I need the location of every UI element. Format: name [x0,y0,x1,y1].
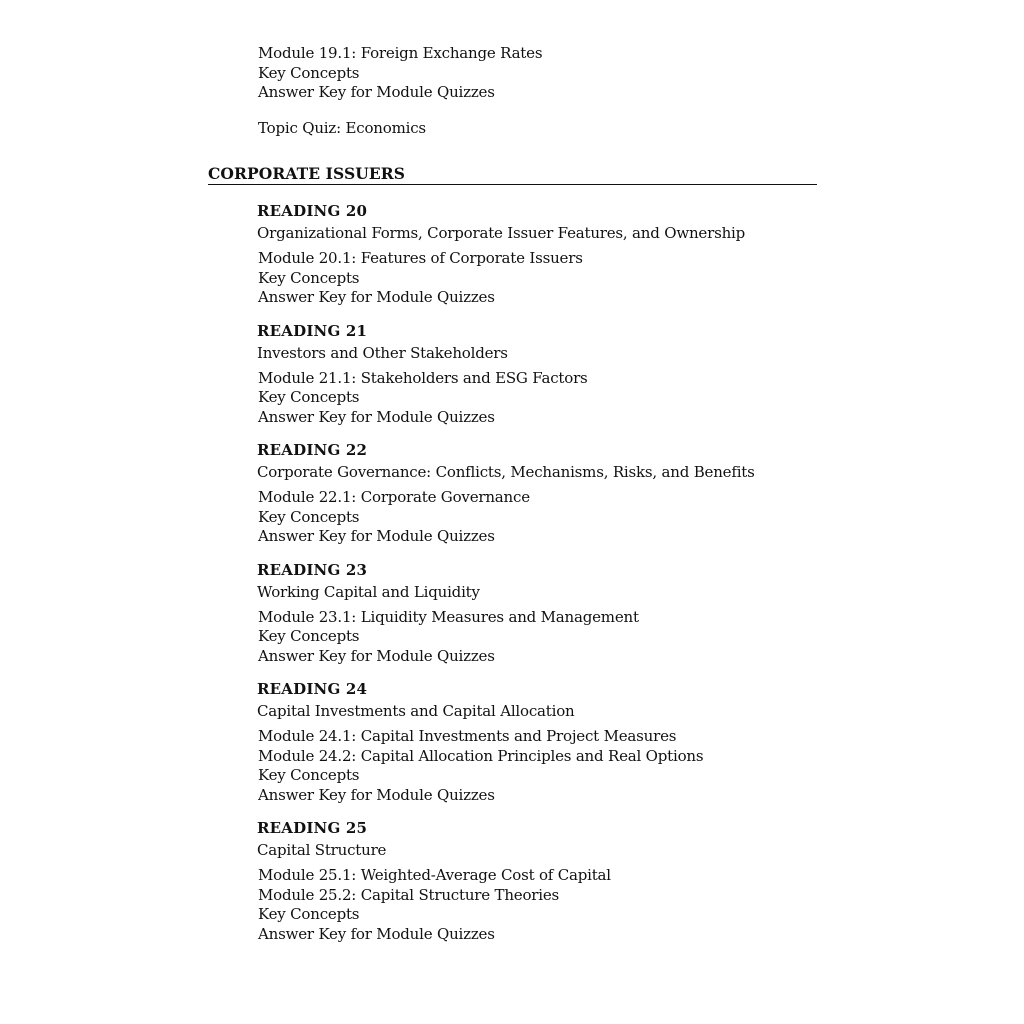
toc-entry-topic-quiz[interactable]: Topic Quiz: Economics [258,118,426,137]
reading-label[interactable]: READING 22 [257,441,368,459]
toc-entry-answer-key[interactable]: Answer Key for Module Quizzes [258,646,495,665]
toc-entry-answer-key[interactable]: Answer Key for Module Quizzes [258,924,495,943]
toc-entry-answer-key[interactable]: Answer Key for Module Quizzes [258,288,495,306]
toc-entry-module[interactable]: Module 23.1: Liquidity Measures and Management [258,607,639,626]
toc-entry-module[interactable]: Module 25.2: Capital Structure Theories [258,885,560,904]
reading-label[interactable]: READING 23 [257,560,368,579]
reading-label[interactable]: READING 20 [257,202,368,220]
toc-entry-module[interactable]: Module 19.1: Foreign Exchange Rates [258,44,543,62]
toc-entry-key-concepts[interactable]: Key Concepts [258,388,360,406]
reading-title[interactable]: Corporate Governance: Conflicts, Mechanisms, Risks, and Benefits [257,463,755,481]
reading-label[interactable]: READING 24 [257,680,368,698]
reading-entries [257,727,755,805]
toc-entry-key-concepts[interactable]: Key Concepts [258,905,360,923]
reading-entries [257,249,755,308]
toc-entry-key-concepts[interactable]: Key Concepts [258,268,360,287]
reading-label[interactable]: READING 25 [257,819,368,837]
reading-label[interactable]: READING 21 [257,321,368,340]
toc-entry-key-concepts[interactable]: Key Concepts [258,507,360,526]
reading-block [257,678,755,805]
reading-block [257,320,755,428]
reading-title[interactable]: Capital Structure [257,841,387,859]
reading-entries [257,866,755,944]
toc-entry-key-concepts[interactable]: Key Concepts [258,766,360,784]
toc-entry-answer-key[interactable]: Answer Key for Module Quizzes [258,83,495,101]
toc-entry-module[interactable]: Module 22.1: Corporate Governance [258,488,530,506]
reading-entries [257,369,755,428]
toc-entry-module[interactable]: Module 24.2: Capital Allocation Principles and Real Options [258,746,704,765]
toc-entry-module[interactable]: Module 25.1: Weighted-Average Cost of Capital [258,866,611,884]
toc-entry-key-concepts[interactable]: Key Concepts [258,627,360,645]
toc-entry-key-concepts[interactable]: Key Concepts [258,63,360,82]
reading-title[interactable]: Investors and Other Stakeholders [257,343,508,362]
toc-entry-answer-key[interactable]: Answer Key for Module Quizzes [258,785,495,804]
reading-title[interactable]: Organizational Forms, Corporate Issuer Features, and Ownership [257,224,746,242]
reading-block [257,439,755,547]
reading-title[interactable]: Capital Investments and Capital Allocation [257,702,575,720]
economics-tail [258,44,542,138]
reading-block [257,200,755,308]
reading-entries [257,488,755,547]
toc-entry-answer-key[interactable]: Answer Key for Module Quizzes [258,527,495,545]
readings-list [257,200,755,956]
toc-entry-answer-key[interactable]: Answer Key for Module Quizzes [258,407,495,426]
reading-block [257,817,755,944]
section-heading: CORPORATE ISSUERS [208,163,817,185]
toc-entry-module[interactable]: Module 20.1: Features of Corporate Issuers [258,249,583,267]
reading-entries [257,608,755,667]
toc-entry-module[interactable]: Module 24.1: Capital Investments and Project Measures [258,727,677,745]
reading-block [257,559,755,667]
toc-entry-module[interactable]: Module 21.1: Stakeholders and ESG Factors [258,368,588,387]
reading-title[interactable]: Working Capital and Liquidity [257,582,480,601]
